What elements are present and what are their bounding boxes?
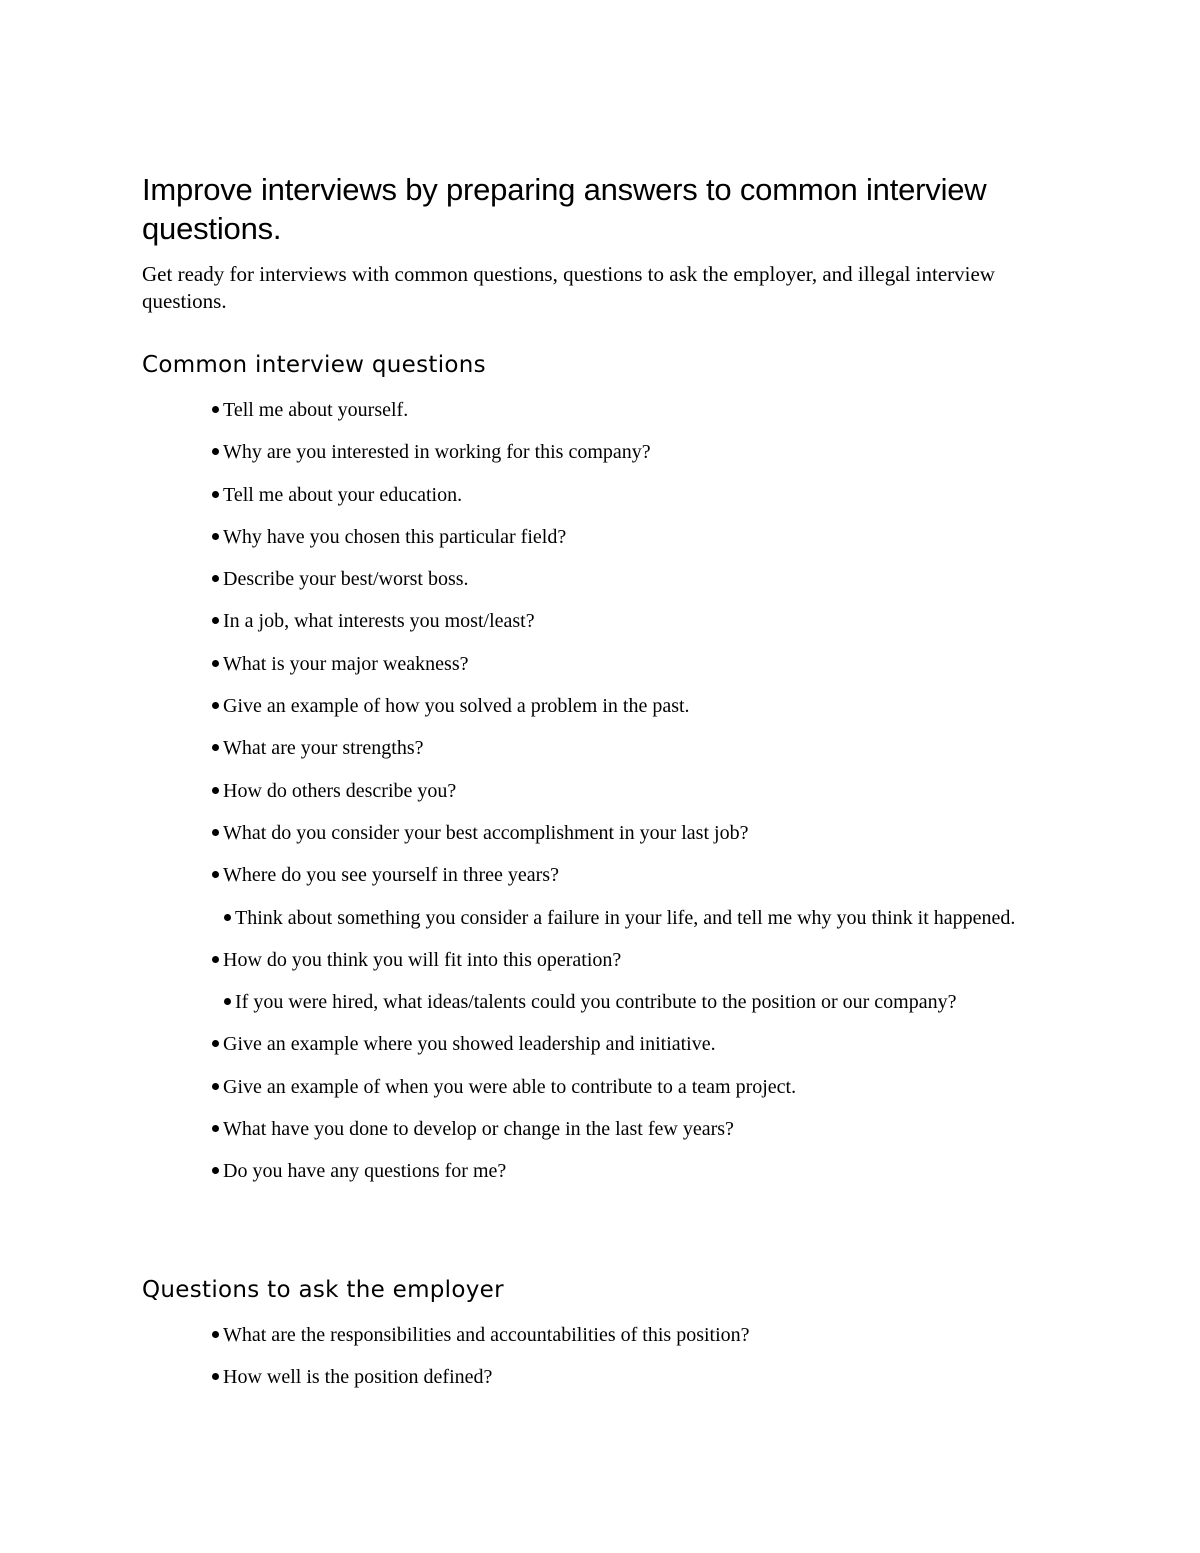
list-item-text: Give an example of when you were able to contribute to a team project. — [223, 1075, 797, 1098]
employer-questions-list — [199, 1322, 1059, 1407]
list-item — [199, 905, 1059, 932]
bullet-icon — [211, 820, 223, 847]
list-item-text: Think about something you consider a failure in your life, and tell me why you think it happened. — [235, 906, 1016, 929]
list-item — [199, 482, 1059, 509]
section-heading-common-questions: Common interview questions — [142, 352, 486, 378]
bullet-icon — [211, 439, 223, 466]
list-item — [199, 989, 1059, 1016]
list-item — [199, 862, 1059, 889]
list-item — [199, 524, 1059, 551]
list-item-text: Describe your best/worst boss. — [223, 568, 469, 591]
list-item — [199, 693, 1059, 720]
list-item — [199, 1074, 1059, 1101]
list-item-text: What have you done to develop or change in the last few years? — [223, 1118, 734, 1141]
bullet-icon — [211, 1364, 223, 1391]
bullet-icon — [211, 1322, 223, 1349]
bullet-icon — [211, 947, 223, 974]
list-item-text: Why are you interested in working for this company? — [223, 441, 651, 464]
bullet-icon — [211, 1031, 223, 1058]
list-item-text: Where do you see yourself in three years? — [223, 864, 559, 887]
bullet-icon — [223, 989, 235, 1016]
section-heading-employer-questions: Questions to ask the employer — [142, 1277, 504, 1303]
bullet-icon — [211, 735, 223, 762]
list-item-text: Give an example where you showed leadership and initiative. — [223, 1033, 716, 1056]
list-item-text: How do others describe you? — [223, 779, 457, 802]
bullet-icon — [211, 482, 223, 509]
page-subtitle: Get ready for interviews with common questions, questions to ask the employer, and illegal interview questions. — [142, 262, 995, 313]
page-title: Improve interviews by preparing answers to common interview questions. — [142, 172, 987, 246]
list-item-text: Give an example of how you solved a problem in the past. — [223, 695, 690, 718]
list-item — [199, 735, 1059, 762]
bullet-icon — [211, 397, 223, 424]
list-item-text: What are the responsibilities and accountabilities of this position? — [223, 1324, 750, 1346]
list-item — [199, 1158, 1059, 1185]
bullet-icon — [211, 778, 223, 805]
list-item — [199, 566, 1059, 593]
list-item-text: How do you think you will fit into this operation? — [223, 948, 622, 971]
bullet-icon — [211, 608, 223, 635]
bullet-icon — [211, 862, 223, 889]
bullet-icon — [211, 693, 223, 720]
list-item-text: What do you consider your best accomplishment in your last job? — [223, 821, 749, 844]
list-item-text: How well is the position defined? — [223, 1366, 493, 1389]
common-questions-list — [199, 397, 1059, 1201]
list-item — [199, 608, 1059, 635]
list-item-text: In a job, what interests you most/least? — [223, 610, 535, 633]
list-item-text: What is your major weakness? — [223, 652, 469, 675]
list-item — [199, 947, 1059, 974]
list-item-text: What are your strengths? — [223, 737, 424, 760]
list-item — [199, 1322, 1059, 1349]
bullet-icon — [211, 1074, 223, 1101]
list-item — [199, 397, 1059, 424]
bullet-icon — [211, 524, 223, 551]
list-item — [199, 1031, 1059, 1058]
list-item-text: Do you have any questions for me? — [223, 1160, 507, 1183]
list-item-text: If you were hired, what ideas/talents could you contribute to the position or our company? — [235, 991, 957, 1014]
list-item — [199, 651, 1059, 678]
list-item — [199, 1116, 1059, 1143]
bullet-icon — [211, 1158, 223, 1185]
bullet-icon — [223, 905, 235, 932]
list-item — [199, 1364, 1059, 1391]
list-item — [199, 778, 1059, 805]
bullet-icon — [211, 566, 223, 593]
list-item — [199, 820, 1059, 847]
bullet-icon — [211, 1116, 223, 1143]
bullet-icon — [211, 651, 223, 678]
list-item-text: Tell me about your education. — [223, 483, 463, 506]
list-item-text: Why have you chosen this particular field? — [223, 525, 567, 548]
list-item-text: Tell me about yourself. — [223, 399, 409, 421]
list-item — [199, 439, 1059, 466]
